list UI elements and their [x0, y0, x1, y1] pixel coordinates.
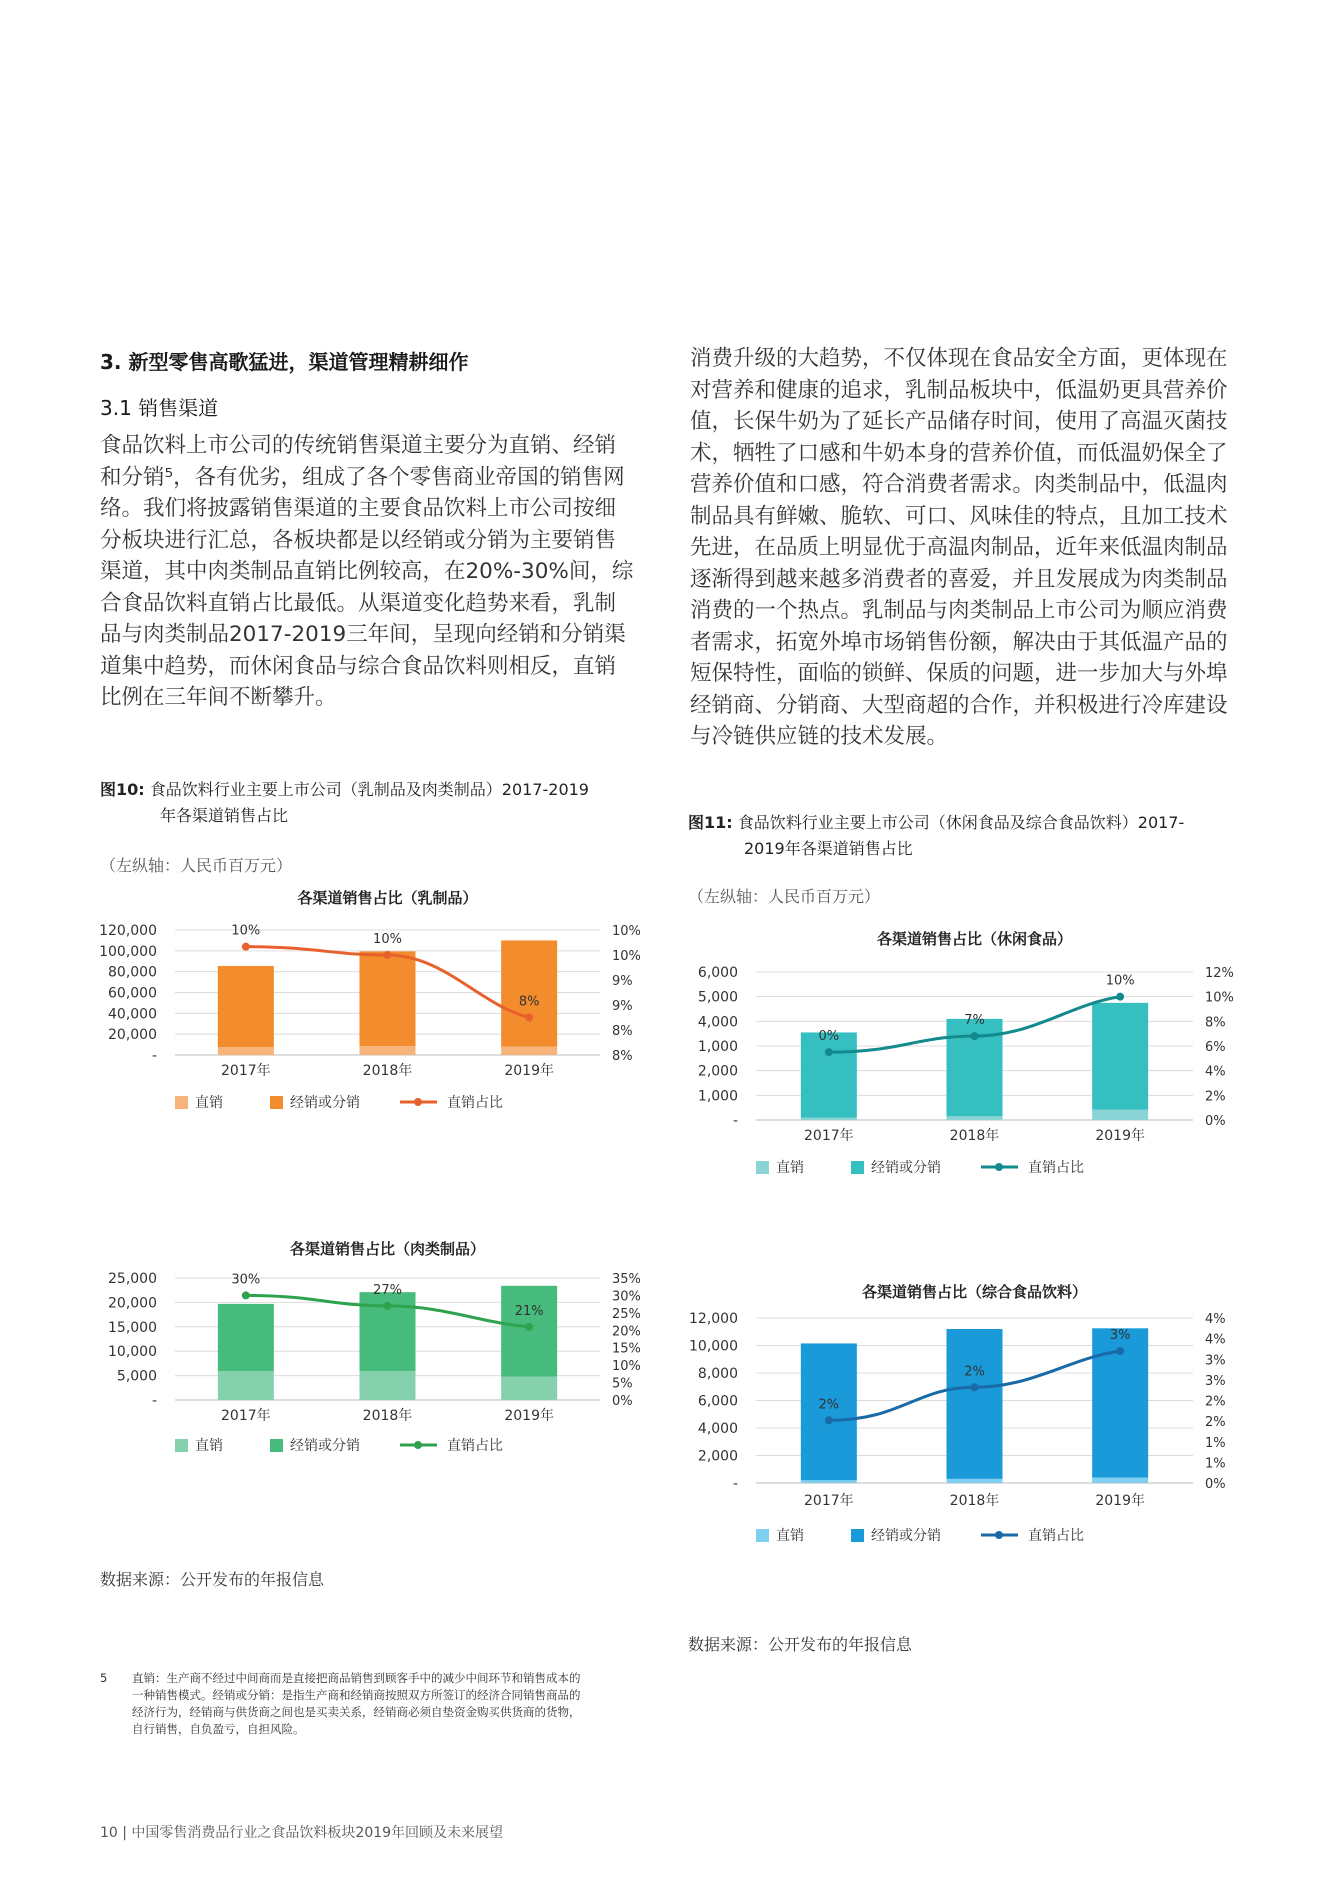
bar-distribution: [218, 1304, 274, 1371]
bar-distribution: [1092, 1003, 1148, 1110]
legend-swatch-direct: [175, 1096, 188, 1109]
data-label: 21%: [514, 1303, 544, 1319]
data-label: 10%: [373, 932, 402, 947]
left-tick-label: 6,000: [697, 1393, 738, 1410]
paragraph-line: 值，长保牛奶为了延长产品储存时间，使用了高温灭菌技: [690, 409, 1228, 434]
right-tick-label: 4%: [1205, 1064, 1226, 1080]
category-label: 2017年: [804, 1128, 854, 1144]
bar-direct: [801, 1118, 857, 1120]
legend-label: 经销或分销: [871, 1160, 941, 1176]
paragraph-line: 消费升级的大趋势，不仅体现在食品安全方面，更体现在: [690, 346, 1228, 371]
legend-label: 直销占比: [447, 1095, 503, 1111]
right-tick-label: 15%: [612, 1341, 641, 1357]
figure-title: 食品饮料行业主要上市公司（休闲食品及综合食品饮料）2017-: [737, 813, 1185, 832]
left-tick-label: 1,000: [697, 1039, 738, 1055]
right-tick-label: 10%: [1205, 990, 1234, 1006]
right-tick-label: 1%: [1205, 1456, 1226, 1472]
category-label: 2017年: [221, 1408, 271, 1424]
left-tick-label: 15,000: [108, 1319, 157, 1336]
legend-label: 经销或分销: [290, 1438, 360, 1454]
right-tick-label: 12%: [1205, 966, 1234, 981]
line-point: [525, 1323, 533, 1331]
legend-label: 直销占比: [1028, 1528, 1084, 1544]
paragraph-line: 道集中趋势，而休闲食品与综合食品饮料则相反，直销: [100, 653, 617, 679]
right-tick-label: 8%: [612, 1024, 633, 1039]
bar-direct: [218, 1371, 274, 1400]
data-label: 10%: [231, 923, 261, 939]
figure11-source: 数据来源：公开发布的年报信息: [688, 1635, 913, 1654]
bar-direct: [1092, 1478, 1148, 1484]
category-label: 2018年: [362, 1063, 413, 1079]
subsection-heading: 3.1 销售渠道: [100, 396, 219, 420]
footnote-line: 直销：生产商不经过中间商而是直接把商品销售到顾客手中的减少中间环节和销售成本的: [132, 1671, 581, 1685]
legend-swatch-direct: [175, 1439, 188, 1452]
right-tick-label: 9%: [612, 974, 633, 989]
chart-title: 各渠道销售占比（肉类制品）: [289, 1240, 486, 1258]
category-label: 2019年: [504, 1063, 554, 1079]
legend-swatch-distribution: [270, 1439, 283, 1452]
category-label: 2018年: [949, 1493, 1000, 1509]
page-footer: 10 | 中国零售消费品行业之食品饮料板块2019年回顾及未来展望: [100, 1825, 504, 1841]
line-point: [1116, 993, 1124, 1001]
left-tick-label: 25,000: [108, 1271, 157, 1287]
left-tick-label: -: [151, 1048, 157, 1064]
line-point: [384, 951, 392, 959]
right-tick-label: 8%: [1205, 1015, 1226, 1031]
legend-line-marker: [414, 1098, 422, 1106]
paragraph-line: 食品饮料上市公司的传统销售渠道主要分为直销、经销: [100, 433, 617, 458]
right-tick-label: 10%: [612, 924, 641, 939]
left-tick-label: -: [732, 1113, 738, 1129]
paragraph-line: 合食品饮料直销占比最低。从渠道变化趋势来看，乳制: [100, 590, 617, 616]
footnote-line: 经济行为，经销商与供货商之间也是买卖关系，经销商必须自垫资金购买供货商的货物，: [132, 1705, 581, 1719]
legend-swatch-direct: [756, 1161, 769, 1174]
paragraph-line: 术，牺牲了口感和牛奶本身的营养价值，而低温奶保全了: [690, 440, 1228, 466]
figure11-unit: （左纵轴：人民币百万元）: [688, 887, 881, 906]
chart-dairy: [95, 885, 665, 1215]
left-tick-label: 1,000: [697, 1088, 738, 1105]
right-tick-label: 5%: [612, 1376, 633, 1392]
line-point: [242, 943, 250, 951]
paragraph-line: 比例在三年间不断攀升。: [100, 685, 337, 710]
line-point: [825, 1416, 833, 1424]
bar-direct: [1092, 1110, 1148, 1120]
data-label: 2%: [818, 1397, 840, 1413]
bar-direct: [218, 1047, 274, 1055]
right-tick-label: 9%: [612, 999, 633, 1014]
right-tick-label: 2%: [1205, 1394, 1226, 1410]
line-point: [1116, 1347, 1124, 1355]
right-tick-label: 10%: [612, 1359, 641, 1375]
bar-direct: [360, 1371, 416, 1400]
paragraph-line: 短保特性，面临的锁鲜、保质的问题，进一步加大与外埠: [690, 661, 1228, 686]
figure10-source: 数据来源：公开发布的年报信息: [100, 1570, 325, 1589]
right-tick-label: 3%: [1205, 1373, 1226, 1389]
bar-distribution: [801, 1032, 857, 1117]
line-point: [825, 1048, 833, 1056]
paragraph-line: 消费的一个热点。乳制品与肉类制品上市公司为顺应消费: [690, 598, 1228, 623]
line-point: [525, 1014, 533, 1022]
bar-distribution: [360, 951, 416, 1046]
left-tick-label: 6,000: [697, 965, 738, 981]
category-label: 2019年: [1095, 1128, 1145, 1144]
left-tick-label: 60,000: [108, 985, 157, 1002]
legend-line-marker: [995, 1531, 1003, 1539]
data-label: 27%: [373, 1282, 402, 1298]
figure-label: 图11:: [688, 813, 733, 832]
left-tick-label: 2,000: [697, 1063, 738, 1080]
line-point: [971, 1383, 979, 1391]
chart-general-food: [688, 1283, 1248, 1603]
right-tick-label: 8%: [612, 1049, 633, 1064]
left-tick-label: 20,000: [108, 1295, 157, 1312]
footnote-line: 一种销售模式。经销或分销：是指生产商和经销商按照双方所签订的经济合同销售商品的: [132, 1688, 581, 1702]
legend-label: 经销或分销: [290, 1095, 360, 1111]
bar-direct: [947, 1116, 1003, 1120]
paragraph-line: 制品具有鲜嫩、脆软、可口、风味佳的特点，且加工技术: [690, 503, 1228, 529]
chart-snack: [688, 930, 1248, 1260]
figure-title: 食品饮料行业主要上市公司（乳制品及肉类制品）2017-2019: [149, 780, 589, 799]
left-tick-label: 10,000: [689, 1338, 738, 1355]
paragraph-line: 者需求，拓宽外埠市场销售份额，解决由于其低温产品的: [690, 629, 1228, 655]
legend-label: 直销: [195, 1095, 223, 1111]
left-tick-label: 12,000: [689, 1311, 738, 1327]
bar-direct: [360, 1046, 416, 1055]
right-tick-label: 20%: [612, 1324, 641, 1340]
data-label: 2%: [964, 1364, 985, 1380]
paragraph-line: 与冷链供应链的技术发展。: [690, 724, 949, 749]
paragraph-line: 逐渐得到越来越多消费者的喜爱，并且发展成为肉类制品: [690, 566, 1228, 592]
left-tick-label: 2,000: [697, 1448, 738, 1465]
bar-distribution: [501, 1286, 557, 1377]
figure10-unit: （左纵轴：人民币百万元）: [100, 856, 293, 875]
legend-swatch-distribution: [851, 1161, 864, 1174]
data-label: 30%: [231, 1272, 261, 1288]
paragraph-line: 分板块进行汇总，各板块都是以经销或分销为主要销售: [100, 527, 617, 553]
paragraph-line: 渠道，其中肉类制品直销比例较高，在20%-30%间，综: [100, 559, 634, 584]
paragraph-line: 品与肉类制品2017-2019三年间，呈现向经销和分销渠: [100, 622, 626, 647]
legend-label: 直销: [776, 1160, 804, 1176]
left-tick-label: -: [732, 1476, 738, 1492]
section-heading: 3. 新型零售高歌猛进，渠道管理精耕细作: [100, 350, 469, 374]
figure-title-cont: 年各渠道销售占比: [160, 806, 289, 825]
category-label: 2019年: [1095, 1493, 1145, 1509]
paragraph-line: 营养价值和口感，符合消费者需求。肉类制品中，低温肉: [690, 472, 1228, 497]
data-label: 3%: [1109, 1328, 1131, 1343]
figure-label: 图10:: [100, 780, 145, 799]
left-tick-label: 8,000: [697, 1366, 738, 1382]
paragraph-line: 络。我们将披露销售渠道的主要食品饮料上市公司按细: [100, 496, 617, 521]
figure-title-cont: 2019年各渠道销售占比: [744, 839, 913, 858]
right-tick-label: 35%: [612, 1272, 641, 1287]
right-paragraph: [690, 343, 1250, 753]
bar-distribution: [218, 966, 274, 1047]
right-tick-label: 2%: [1205, 1415, 1226, 1431]
legend-label: 直销: [195, 1438, 223, 1454]
figure11-caption: [688, 810, 1288, 862]
right-tick-label: 3%: [1205, 1353, 1226, 1369]
line-point: [242, 1291, 250, 1299]
bar-distribution: [947, 1329, 1003, 1479]
chart-title: 各渠道销售占比（乳制品）: [297, 889, 478, 907]
chart-title: 各渠道销售占比（综合食品饮料）: [861, 1283, 1088, 1301]
left-tick-label: 5,000: [116, 1368, 157, 1385]
legend-line-marker: [995, 1163, 1003, 1171]
paragraph-line: 先进，在品质上明显优于高温肉制品，近年来低温肉制品: [690, 535, 1228, 560]
bar-direct: [947, 1479, 1003, 1483]
paragraph-line: 和分销⁵，各有优劣，组成了各个零售商业帝国的销售网: [100, 464, 625, 490]
right-tick-label: 2%: [1205, 1089, 1226, 1105]
data-label: 10%: [1105, 973, 1135, 989]
right-tick-label: 0%: [612, 1394, 633, 1409]
left-tick-label: 5,000: [697, 989, 738, 1006]
right-tick-label: 30%: [612, 1289, 641, 1305]
legend-label: 经销或分销: [871, 1528, 941, 1544]
category-label: 2018年: [362, 1408, 413, 1424]
right-tick-label: 0%: [1205, 1477, 1226, 1492]
bar-direct: [501, 1377, 557, 1400]
line-point: [971, 1032, 979, 1040]
left-tick-label: 4,000: [697, 1014, 738, 1031]
right-tick-label: 4%: [1205, 1312, 1226, 1327]
left-paragraph: [100, 430, 660, 714]
bar-direct: [501, 1047, 557, 1055]
bar-direct: [801, 1480, 857, 1483]
left-tick-label: -: [151, 1393, 157, 1409]
footnote: [100, 1670, 660, 1738]
left-tick-label: 20,000: [108, 1027, 157, 1044]
paragraph-line: 对营养和健康的追求，乳制品板块中，低温奶更具营养价: [690, 377, 1228, 403]
legend-swatch-distribution: [270, 1096, 283, 1109]
legend-line-marker: [414, 1441, 422, 1449]
figure10-caption: [100, 777, 660, 829]
right-tick-label: 25%: [612, 1306, 641, 1322]
left-tick-label: 100,000: [99, 943, 157, 960]
category-label: 2019年: [504, 1408, 554, 1424]
right-tick-label: 1%: [1205, 1435, 1226, 1451]
chart-title: 各渠道销售占比（休闲食品）: [876, 930, 1073, 948]
category-label: 2018年: [949, 1128, 1000, 1144]
right-tick-label: 4%: [1205, 1332, 1226, 1348]
chart-meat: [95, 1240, 665, 1550]
right-tick-label: 10%: [612, 949, 641, 964]
paragraph-line: 经销商、分销商、大型商超的合作，并积极进行冷库建设: [690, 692, 1228, 718]
legend-swatch-distribution: [851, 1529, 864, 1542]
footnote-number: 5: [100, 1671, 108, 1685]
data-label: 7%: [964, 1013, 985, 1029]
right-tick-label: 0%: [1205, 1114, 1226, 1129]
data-label: 0%: [818, 1029, 840, 1045]
left-tick-label: 4,000: [697, 1421, 738, 1437]
right-tick-label: 6%: [1205, 1040, 1226, 1055]
legend-label: 直销: [776, 1528, 804, 1544]
footnote-line: 自行销售，自负盈亏，自担风险。: [132, 1722, 305, 1736]
left-tick-label: 80,000: [108, 964, 157, 981]
left-tick-label: 120,000: [99, 923, 157, 939]
left-tick-label: 10,000: [108, 1344, 157, 1361]
legend-label: 直销占比: [447, 1438, 503, 1454]
category-label: 2017年: [221, 1063, 271, 1079]
line-point: [384, 1302, 392, 1310]
category-label: 2017年: [804, 1493, 854, 1509]
data-label: 8%: [518, 994, 540, 1010]
left-tick-label: 40,000: [108, 1006, 157, 1023]
legend-swatch-direct: [756, 1529, 769, 1542]
legend-label: 直销占比: [1028, 1160, 1084, 1176]
